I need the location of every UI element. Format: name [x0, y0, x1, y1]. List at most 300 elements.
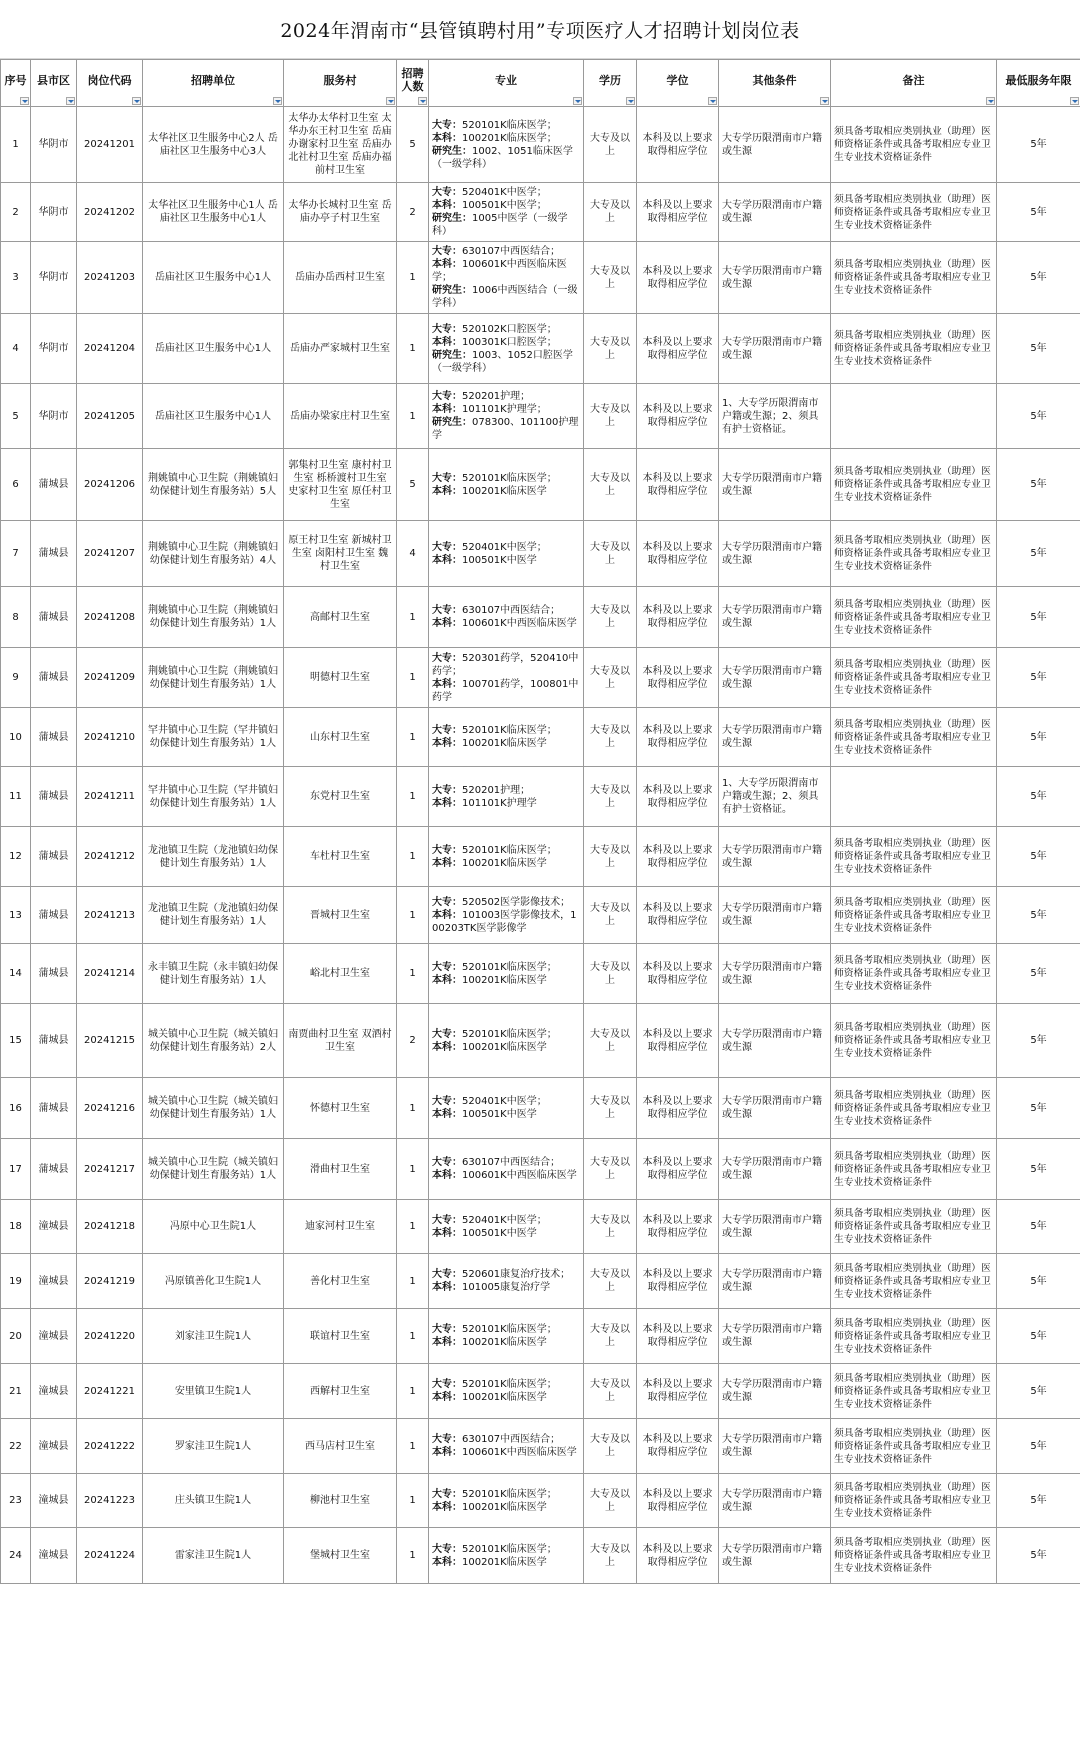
cell-major: [429, 1254, 584, 1309]
table-row: [1, 587, 1080, 648]
major-level-label: 本科：: [432, 618, 462, 629]
cell-other: 大专学历限渭南市户籍或生源: [719, 1309, 831, 1364]
major-value: 520101K临床医学；: [462, 119, 557, 131]
cell-other: 大专学历限渭南市户籍或生源: [719, 587, 831, 648]
cell-no: 16: [1, 1078, 31, 1139]
major-value: 100201K临床医学: [462, 1392, 547, 1403]
cell-count: 1: [397, 1078, 429, 1139]
cell-years: 5年: [997, 827, 1080, 887]
cell-unit: 冯原中心卫生院1人: [143, 1200, 284, 1254]
cell-years: 5年: [997, 648, 1080, 708]
table-row: [1, 242, 1080, 314]
cell-village: 联谊村卫生室: [284, 1309, 397, 1364]
header-count[interactable]: 招聘人数: [397, 60, 429, 107]
cell-degree: 本科及以上要求取得相应学位: [637, 944, 719, 1004]
major-level-label: 大专：: [432, 784, 462, 796]
cell-no: 14: [1, 944, 31, 1004]
major-value: 100201K临床医学: [462, 1041, 547, 1053]
major-value: 100301K口腔医学；: [462, 336, 557, 348]
cell-years: 5年: [997, 1474, 1080, 1528]
major-value: 100201K临床医学: [462, 857, 547, 869]
cell-county: 蒲城县: [31, 827, 77, 887]
filter-dropdown-icon[interactable]: [418, 97, 427, 105]
header-code[interactable]: 岗位代码: [77, 60, 143, 107]
table-row: [1, 1419, 1080, 1474]
major-line: [432, 323, 580, 336]
major-line: [432, 258, 580, 284]
header-degree[interactable]: 学位: [637, 60, 719, 107]
major-value: 100201K临床医学: [462, 974, 547, 986]
major-line: [432, 1268, 580, 1281]
cell-remark: 须具备考取相应类别执业（助理）医师资格证条件或具备考取相应专业卫生专业技术资格证条件: [831, 183, 997, 242]
table-row: [1, 384, 1080, 449]
cell-village: 柳池村卫生室: [284, 1474, 397, 1528]
cell-no: 20: [1, 1309, 31, 1364]
major-level-label: 研究生：: [432, 349, 472, 361]
cell-other: 大专学历限渭南市户籍或生源: [719, 1474, 831, 1528]
table-row: [1, 1004, 1080, 1078]
cell-other: 大专学历限渭南市户籍或生源: [719, 242, 831, 314]
major-value: 100201K临床医学: [462, 1337, 547, 1348]
major-line: [432, 1446, 580, 1459]
major-level-label: 大专：: [432, 541, 462, 553]
major-value: 100601K中西医临床医学: [462, 1447, 577, 1458]
cell-village: 善化村卫生室: [284, 1254, 397, 1309]
major-level-label: 本科：: [432, 336, 462, 348]
filter-dropdown-icon[interactable]: [20, 97, 29, 105]
cell-unit: 安里镇卫生院1人: [143, 1364, 284, 1419]
cell-remark: 须具备考取相应类别执业（助理）医师资格证条件或具备考取相应专业卫生专业技术资格证条件: [831, 242, 997, 314]
title-bar: [0, 0, 1080, 59]
cell-village: 车杜村卫生室: [284, 827, 397, 887]
cell-unit: 罗家洼卫生院1人: [143, 1419, 284, 1474]
major-value: 100501K中医学: [462, 1109, 537, 1120]
cell-major: [429, 1419, 584, 1474]
major-line: [432, 1281, 580, 1294]
major-level-label: 大专：: [432, 187, 462, 198]
cell-years: 5年: [997, 1309, 1080, 1364]
cell-no: 1: [1, 107, 31, 183]
major-line: [432, 186, 580, 199]
cell-code: 20241207: [77, 521, 143, 587]
major-level-label: 大专：: [432, 652, 462, 664]
major-value: 100201K临床医学: [462, 738, 547, 749]
header-major[interactable]: 专业: [429, 60, 584, 107]
cell-county: 蒲城县: [31, 521, 77, 587]
cell-education: 大专及以上: [584, 242, 637, 314]
header-village[interactable]: 服务村: [284, 60, 397, 107]
major-line: [432, 212, 580, 238]
cell-unit: 荆姚镇中心卫生院（荆姚镇妇幼保健计划生育服务站）1人: [143, 587, 284, 648]
cell-no: 17: [1, 1139, 31, 1200]
cell-unit: 雷家洼卫生院1人: [143, 1528, 284, 1584]
major-line: [432, 857, 580, 870]
cell-years: 5年: [997, 1254, 1080, 1309]
cell-education: 大专及以上: [584, 1364, 637, 1419]
cell-code: 20241213: [77, 887, 143, 944]
cell-unit: 岳庙社区卫生服务中心1人: [143, 314, 284, 384]
cell-major: [429, 183, 584, 242]
header-no[interactable]: 序号: [1, 60, 31, 107]
cell-county: 蒲城县: [31, 1139, 77, 1200]
major-line: [432, 119, 580, 132]
cell-major: [429, 944, 584, 1004]
cell-remark: [831, 384, 997, 449]
cell-education: 大专及以上: [584, 1139, 637, 1200]
cell-education: 大专及以上: [584, 944, 637, 1004]
cell-no: 13: [1, 887, 31, 944]
cell-degree: 本科及以上要求取得相应学位: [637, 1419, 719, 1474]
cell-remark: 须具备考取相应类别执业（助理）医师资格证条件或具备考取相应专业卫生专业技术资格证条件: [831, 944, 997, 1004]
major-line: [432, 1488, 580, 1501]
cell-major: [429, 1139, 584, 1200]
cell-other: 大专学历限渭南市户籍或生源: [719, 1528, 831, 1584]
cell-code: 20241219: [77, 1254, 143, 1309]
table-row: [1, 1364, 1080, 1419]
major-level-label: 大专：: [432, 1434, 462, 1445]
major-level-label: 本科：: [432, 974, 462, 986]
cell-major: [429, 449, 584, 521]
cell-county: 蒲城县: [31, 708, 77, 767]
cell-code: 20241202: [77, 183, 143, 242]
cell-code: 20241223: [77, 1474, 143, 1528]
major-level-label: 大专：: [432, 246, 462, 257]
cell-unit: 龙池镇卫生院（龙池镇妇幼保健计划生育服务站）1人: [143, 887, 284, 944]
cell-code: 20241216: [77, 1078, 143, 1139]
cell-other: 大专学历限渭南市户籍或生源: [719, 1419, 831, 1474]
cell-degree: 本科及以上要求取得相应学位: [637, 648, 719, 708]
cell-code: 20241206: [77, 449, 143, 521]
major-value: 078300、101100护理学: [432, 417, 579, 441]
cell-county: 蒲城县: [31, 1004, 77, 1078]
major-level-label: 本科：: [432, 554, 462, 566]
cell-remark: 须具备考取相应类别执业（助理）医师资格证条件或具备考取相应专业卫生专业技术资格证条件: [831, 1528, 997, 1584]
cell-education: 大专及以上: [584, 767, 637, 827]
major-line: [432, 1543, 580, 1556]
cell-village: 太华办长城村卫生室 岳庙办亭子村卫生室: [284, 183, 397, 242]
table-row: [1, 1309, 1080, 1364]
cell-major: [429, 1078, 584, 1139]
major-line: [432, 1108, 580, 1121]
major-value: 101101K护理学: [462, 797, 537, 809]
cell-code: 20241214: [77, 944, 143, 1004]
major-level-label: 大专：: [432, 1096, 462, 1107]
major-line: [432, 1556, 580, 1569]
major-level-label: 研究生：: [432, 145, 472, 157]
cell-other: 大专学历限渭南市户籍或生源: [719, 449, 831, 521]
cell-major: [429, 767, 584, 827]
major-level-label: 大专：: [432, 961, 462, 973]
major-line: [432, 284, 580, 310]
major-line: [432, 896, 580, 909]
cell-county: 潼城县: [31, 1364, 77, 1419]
cell-major: [429, 708, 584, 767]
cell-no: 3: [1, 242, 31, 314]
major-level-label: 研究生：: [432, 417, 472, 428]
cell-years: 5年: [997, 449, 1080, 521]
cell-other: 大专学历限渭南市户籍或生源: [719, 314, 831, 384]
cell-remark: 须具备考取相应类别执业（助理）医师资格证条件或具备考取相应专业卫生专业技术资格证条件: [831, 314, 997, 384]
major-level-label: 本科：: [432, 1501, 462, 1513]
cell-code: 20241210: [77, 708, 143, 767]
major-line: [432, 1323, 580, 1336]
major-line: [432, 1095, 580, 1108]
cell-code: 20241220: [77, 1309, 143, 1364]
cell-code: 20241215: [77, 1004, 143, 1078]
major-level-label: 本科：: [432, 404, 462, 415]
cell-education: 大专及以上: [584, 1200, 637, 1254]
major-value: 520101K临床医学；: [462, 472, 557, 484]
major-level-label: 大专：: [432, 323, 462, 335]
cell-unit: 罕井镇中心卫生院（罕井镇妇幼保健计划生育服务站）1人: [143, 708, 284, 767]
major-line: [432, 199, 580, 212]
cell-remark: 须具备考取相应类别执业（助理）医师资格证条件或具备考取相应专业卫生专业技术资格证条件: [831, 521, 997, 587]
cell-education: 大专及以上: [584, 827, 637, 887]
cell-count: 1: [397, 1139, 429, 1200]
header-education[interactable]: 学历: [584, 60, 637, 107]
cell-no: 5: [1, 384, 31, 449]
cell-remark: 须具备考取相应类别执业（助理）医师资格证条件或具备考取相应专业卫生专业技术资格证条件: [831, 1078, 997, 1139]
cell-no: 8: [1, 587, 31, 648]
filter-dropdown-icon[interactable]: [132, 97, 141, 105]
major-level-label: 大专：: [432, 1543, 462, 1555]
cell-count: 1: [397, 1200, 429, 1254]
major-value: 520401K中医学；: [462, 1214, 547, 1226]
cell-county: 华阴市: [31, 107, 77, 183]
header-other[interactable]: 其他条件: [719, 60, 831, 107]
major-line: [432, 974, 580, 987]
major-level-label: 本科：: [432, 909, 462, 921]
table-row: [1, 944, 1080, 1004]
filter-dropdown-icon[interactable]: [273, 97, 282, 105]
cell-code: 20241211: [77, 767, 143, 827]
cell-no: 23: [1, 1474, 31, 1528]
cell-village: 迪家河村卫生室: [284, 1200, 397, 1254]
cell-degree: 本科及以上要求取得相应学位: [637, 1364, 719, 1419]
major-level-label: 大专：: [432, 896, 462, 908]
cell-code: 20241201: [77, 107, 143, 183]
cell-count: 5: [397, 107, 429, 183]
cell-degree: 本科及以上要求取得相应学位: [637, 827, 719, 887]
cell-other: 大专学历限渭南市户籍或生源: [719, 648, 831, 708]
major-value: 520101K临床医学；: [462, 1028, 557, 1040]
cell-degree: 本科及以上要求取得相应学位: [637, 1078, 719, 1139]
cell-unit: 太华社区卫生服务中心1人 岳庙社区卫生服务中心1人: [143, 183, 284, 242]
filter-dropdown-icon[interactable]: [986, 97, 995, 105]
major-line: [432, 416, 580, 442]
table-row: [1, 1474, 1080, 1528]
cell-education: 大专及以上: [584, 587, 637, 648]
major-level-label: 大专：: [432, 1488, 462, 1500]
cell-code: 20241212: [77, 827, 143, 887]
cell-major: [429, 1474, 584, 1528]
major-level-label: 本科：: [432, 259, 462, 270]
cell-code: 20241205: [77, 384, 143, 449]
cell-village: 南贾曲村卫生室 双酒村卫生室: [284, 1004, 397, 1078]
major-line: [432, 1041, 580, 1054]
cell-no: 12: [1, 827, 31, 887]
cell-unit: 龙池镇卫生院（龙池镇妇幼保健计划生育服务站）1人: [143, 827, 284, 887]
cell-degree: 本科及以上要求取得相应学位: [637, 887, 719, 944]
filter-dropdown-icon[interactable]: [66, 97, 75, 105]
cell-count: 1: [397, 648, 429, 708]
cell-years: 5年: [997, 1200, 1080, 1254]
cell-unit: 岳庙社区卫生服务中心1人: [143, 384, 284, 449]
cell-village: 郭集村卫生室 康村村卫生室 栎桥渡村卫生室 史家村卫生室 原任村卫生室: [284, 449, 397, 521]
major-line: [432, 797, 580, 810]
cell-village: 岳庙办严家城村卫生室: [284, 314, 397, 384]
cell-education: 大专及以上: [584, 1528, 637, 1584]
cell-years: 5年: [997, 887, 1080, 944]
major-line: [432, 724, 580, 737]
major-line: [432, 336, 580, 349]
cell-other: 大专学历限渭南市户籍或生源: [719, 1004, 831, 1078]
cell-count: 1: [397, 1528, 429, 1584]
cell-major: [429, 1528, 584, 1584]
filter-dropdown-icon[interactable]: [573, 97, 582, 105]
header-years[interactable]: 最低服务年限: [997, 60, 1080, 107]
filter-dropdown-icon[interactable]: [626, 97, 635, 105]
cell-count: 1: [397, 887, 429, 944]
cell-county: 华阴市: [31, 314, 77, 384]
header-unit[interactable]: 招聘单位: [143, 60, 284, 107]
cell-county: 潼城县: [31, 1309, 77, 1364]
filter-dropdown-icon[interactable]: [708, 97, 717, 105]
major-line: [432, 145, 580, 171]
major-value: 100201K临床医学: [462, 1501, 547, 1513]
cell-education: 大专及以上: [584, 521, 637, 587]
cell-unit: 罕井镇中心卫生院（罕井镇妇幼保健计划生育服务站）1人: [143, 767, 284, 827]
cell-count: 1: [397, 708, 429, 767]
cell-village: 西解村卫生室: [284, 1364, 397, 1419]
cell-other: 大专学历限渭南市户籍或生源: [719, 1200, 831, 1254]
cell-remark: 须具备考取相应类别执业（助理）医师资格证条件或具备考取相应专业卫生专业技术资格证条件: [831, 1200, 997, 1254]
major-line: [432, 403, 580, 416]
cell-no: 21: [1, 1364, 31, 1419]
cell-code: 20241221: [77, 1364, 143, 1419]
major-value: 630107中西医结合；: [462, 1157, 561, 1168]
cell-education: 大专及以上: [584, 708, 637, 767]
cell-count: 1: [397, 314, 429, 384]
filter-dropdown-icon[interactable]: [820, 97, 829, 105]
cell-degree: 本科及以上要求取得相应学位: [637, 1004, 719, 1078]
cell-years: 5年: [997, 708, 1080, 767]
table-row: [1, 1528, 1080, 1584]
cell-no: 6: [1, 449, 31, 521]
major-level-label: 本科：: [432, 1392, 462, 1403]
table-row: [1, 1078, 1080, 1139]
cell-major: [429, 1004, 584, 1078]
major-value: 101003医学影像技术，100203TK医学影像学: [432, 909, 577, 934]
major-line: [432, 245, 580, 258]
major-value: 100201K临床医学；: [462, 132, 557, 144]
major-level-label: 本科：: [432, 678, 462, 690]
cell-county: 蒲城县: [31, 767, 77, 827]
cell-no: 18: [1, 1200, 31, 1254]
major-value: 630107中西医结合；: [462, 1434, 561, 1445]
table-row: [1, 648, 1080, 708]
major-level-label: 本科：: [432, 1556, 462, 1568]
major-value: 1006中西医结合（一级学科）: [432, 285, 578, 309]
cell-code: 20241204: [77, 314, 143, 384]
major-line: [432, 554, 580, 567]
cell-remark: 须具备考取相应类别执业（助理）医师资格证条件或具备考取相应专业卫生专业技术资格证条件: [831, 449, 997, 521]
major-level-label: 大专：: [432, 119, 462, 131]
cell-major: [429, 887, 584, 944]
major-line: [432, 1156, 580, 1169]
cell-major: [429, 1309, 584, 1364]
cell-village: 滑曲村卫生室: [284, 1139, 397, 1200]
cell-remark: 须具备考取相应类别执业（助理）医师资格证条件或具备考取相应专业卫生专业技术资格证条件: [831, 1419, 997, 1474]
cell-other: 大专学历限渭南市户籍或生源: [719, 944, 831, 1004]
major-value: 100601K中西医临床医学: [462, 618, 577, 629]
cell-other: 大专学历限渭南市户籍或生源: [719, 708, 831, 767]
cell-other: 大专学历限渭南市户籍或生源: [719, 1078, 831, 1139]
cell-other: 大专学历限渭南市户籍或生源: [719, 887, 831, 944]
major-level-label: 大专：: [432, 1269, 462, 1280]
cell-county: 蒲城县: [31, 587, 77, 648]
cell-education: 大专及以上: [584, 887, 637, 944]
header-county[interactable]: 县市区: [31, 60, 77, 107]
major-line: [432, 541, 580, 554]
cell-education: 大专及以上: [584, 1254, 637, 1309]
cell-years: 5年: [997, 183, 1080, 242]
cell-county: 潼城县: [31, 1528, 77, 1584]
cell-education: 大专及以上: [584, 1004, 637, 1078]
header-remark[interactable]: 备注: [831, 60, 997, 107]
cell-village: 堡城村卫生室: [284, 1528, 397, 1584]
cell-major: [429, 107, 584, 183]
table-row: [1, 183, 1080, 242]
major-value: 520601康复治疗技术；: [462, 1269, 571, 1280]
major-level-label: 本科：: [432, 485, 462, 497]
major-level-label: 本科：: [432, 1170, 462, 1181]
major-value: 1002、1051临床医学（一级学科）: [432, 145, 573, 170]
cell-county: 潼城县: [31, 1200, 77, 1254]
cell-degree: 本科及以上要求取得相应学位: [637, 1309, 719, 1364]
cell-years: 5年: [997, 1078, 1080, 1139]
filter-dropdown-icon[interactable]: [386, 97, 395, 105]
major-level-label: 大专：: [432, 1214, 462, 1226]
table-row: [1, 708, 1080, 767]
major-level-label: 研究生：: [432, 213, 472, 224]
table-row: [1, 887, 1080, 944]
cell-unit: 城关镇中心卫生院（城关镇妇幼保健计划生育服务站）1人: [143, 1139, 284, 1200]
cell-major: [429, 648, 584, 708]
major-value: 100501K中医学: [462, 554, 537, 566]
cell-degree: 本科及以上要求取得相应学位: [637, 314, 719, 384]
cell-count: 1: [397, 1364, 429, 1419]
cell-village: 晋城村卫生室: [284, 887, 397, 944]
cell-education: 大专及以上: [584, 183, 637, 242]
major-line: [432, 909, 580, 935]
cell-unit: 荆姚镇中心卫生院（荆姚镇妇幼保健计划生育服务站）1人: [143, 648, 284, 708]
major-line: [432, 1169, 580, 1182]
cell-no: 19: [1, 1254, 31, 1309]
cell-county: 蒲城县: [31, 887, 77, 944]
cell-county: 华阴市: [31, 242, 77, 314]
major-value: 520101K临床医学；: [462, 725, 557, 736]
major-value: 520101K临床医学；: [462, 1324, 557, 1335]
filter-dropdown-icon[interactable]: [1070, 97, 1079, 105]
major-line: [432, 485, 580, 498]
cell-remark: 须具备考取相应类别执业（助理）医师资格证条件或具备考取相应专业卫生专业技术资格证条件: [831, 827, 997, 887]
cell-remark: 须具备考取相应类别执业（助理）医师资格证条件或具备考取相应专业卫生专业技术资格证条件: [831, 107, 997, 183]
major-level-label: 本科：: [432, 1337, 462, 1348]
cell-no: 11: [1, 767, 31, 827]
cell-count: 5: [397, 449, 429, 521]
cell-unit: 冯原镇善化卫生院1人: [143, 1254, 284, 1309]
